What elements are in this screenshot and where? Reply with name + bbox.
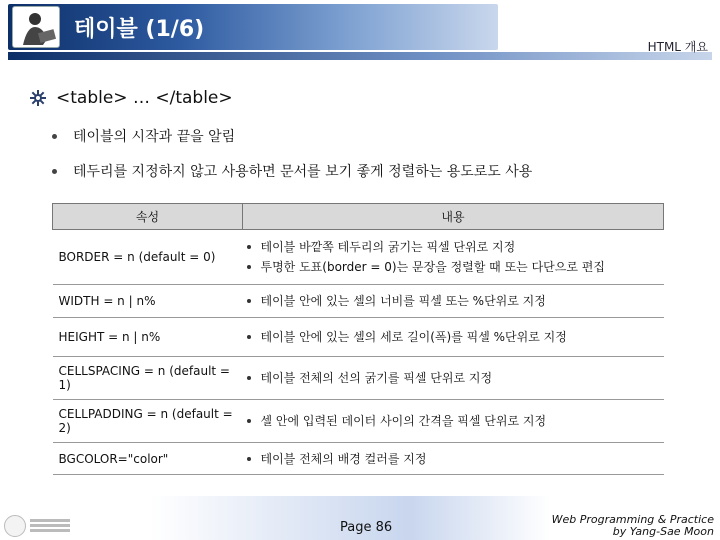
sub-bullet <box>52 161 532 181</box>
bullet-dot-icon <box>247 245 251 249</box>
column-header-description: 내용 <box>243 204 664 230</box>
table-row <box>53 285 664 318</box>
bullet-dot-icon <box>52 134 57 139</box>
slide-header <box>0 0 720 62</box>
university-wordmark <box>30 519 70 533</box>
bullet-dot-icon <box>247 299 251 303</box>
course-credit <box>552 514 714 538</box>
description-text: 셀 안에 입력된 데이터 사이의 간격을 픽셀 단위로 지정 <box>260 414 547 428</box>
description-cell <box>243 400 664 443</box>
attribute-cell: HEIGHT = n | n% <box>53 318 243 357</box>
main-bullet <box>30 88 233 108</box>
description-text: 투명한 도표(border = 0)는 문장을 정렬할 때 또는 다단으로 편집 <box>260 260 605 274</box>
bullet-dot-icon <box>247 265 251 269</box>
page-number: Page 86 <box>340 520 393 535</box>
attribute-cell: BORDER = n (default = 0) <box>53 230 243 285</box>
description-cell <box>243 443 664 475</box>
description-text: 테이블 전체의 선의 굵기를 픽셀 단위로 지정 <box>260 371 493 385</box>
table-row <box>53 400 664 443</box>
sub-bullet-text: 테이블의 시작과 끝을 알림 <box>73 129 236 145</box>
description-text: 테이블 전체의 배경 컬러를 지정 <box>260 451 427 466</box>
description-cell <box>243 357 664 400</box>
description-text: 테이블 바깥쪽 테두리의 굵기는 픽셀 단위로 지정 <box>260 240 516 254</box>
table-row <box>53 357 664 400</box>
description-text: 테이블 안에 있는 셀의 세로 길이(폭)를 픽셀 %단위로 지정 <box>260 330 567 344</box>
attribute-cell: CELLPADDING = n (default = 2) <box>53 400 243 443</box>
credit-line-course: Web Programming & Practice <box>551 513 714 526</box>
university-logo <box>4 514 74 538</box>
description-cell <box>243 318 664 357</box>
sub-bullet <box>52 126 235 146</box>
attribute-cell: BGCOLOR="color" <box>53 443 243 475</box>
credit-line-author: by Yang-Sae Moon <box>612 525 714 538</box>
table-header-row <box>53 204 664 230</box>
page-title: 테이블 (1/6) <box>74 17 205 42</box>
attribute-cell: WIDTH = n | n% <box>53 285 243 318</box>
description-cell <box>243 230 664 285</box>
bullet-dot-icon <box>52 169 57 174</box>
column-header-attribute: 속성 <box>53 204 243 230</box>
attribute-table <box>52 203 664 475</box>
person-at-computer-icon <box>12 6 60 48</box>
gear-icon <box>30 90 46 106</box>
header-divider <box>8 52 712 60</box>
table-row <box>53 230 664 285</box>
bullet-dot-icon <box>247 376 251 380</box>
sub-bullet-text: 테두리를 지정하지 않고 사용하면 문서를 보기 좋게 정렬하는 용도로도 사용 <box>73 164 533 180</box>
university-seal-icon <box>4 515 26 537</box>
table-row <box>53 318 664 357</box>
bullet-dot-icon <box>247 419 251 423</box>
main-bullet-text: <table> … </table> <box>56 88 233 108</box>
table-row <box>53 443 664 475</box>
bullet-dot-icon <box>247 335 251 339</box>
section-label: HTML 개요 <box>647 40 708 54</box>
description-text: 테이블 안에 있는 셀의 너비를 픽셀 또는 %단위로 지정 <box>260 294 546 308</box>
bullet-dot-icon <box>247 457 251 461</box>
attribute-cell: CELLSPACING = n (default = 1) <box>53 357 243 400</box>
description-cell <box>243 285 664 318</box>
